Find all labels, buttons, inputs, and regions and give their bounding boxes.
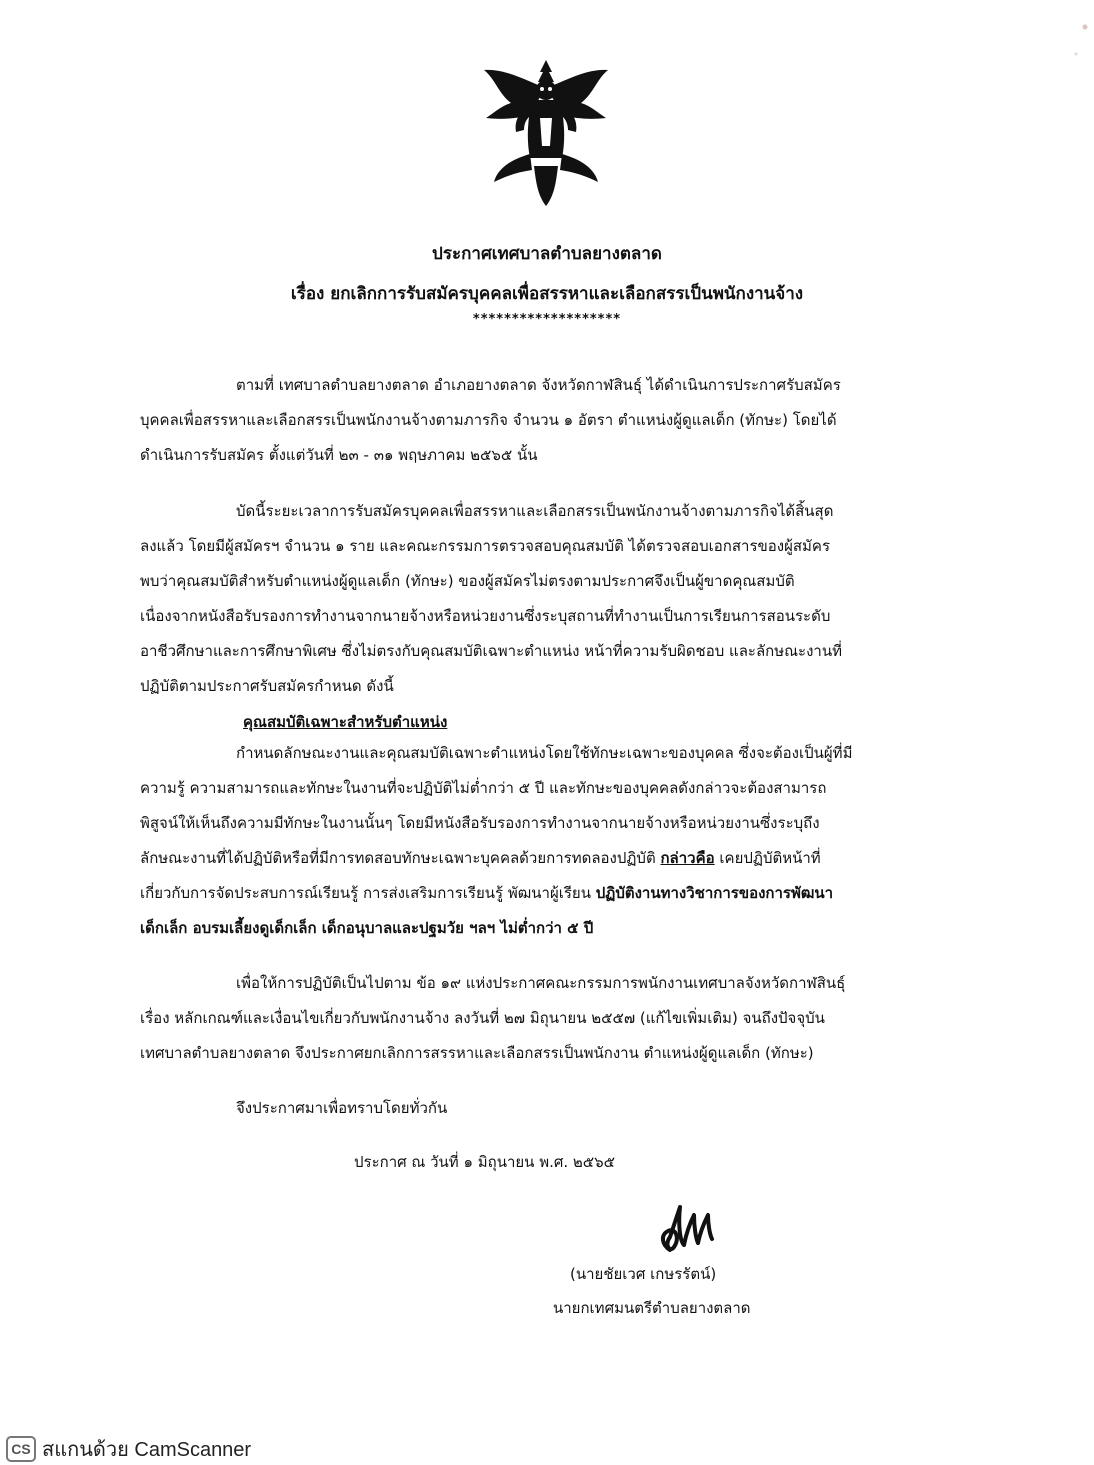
paragraph-line: ลงแล้ว โดยมีผู้สมัครฯ จำนวน ๑ ราย และคณะกรรมการตรวจสอบคุณสมบัติ ได้ตรวจสอบเอกสารของผู้สมัคร (140, 537, 831, 555)
paragraph-line: บุคคลเพื่อสรรหาและเลือกสรรเป็นพนักงานจ้างตามภารกิจ จำนวน ๑ อัตรา ตำแหน่งผู้ดูแลเด็ก (ทักษะ) โดยได้ (140, 411, 837, 429)
qualification-heading: คุณสมบัติเฉพาะสำหรับตำแหน่ง (243, 713, 448, 731)
paragraph-line: เด็กเล็ก อบรมเลี้ยงดูเด็กเล็ก เด็กอนุบาลและปฐมวัย ฯลฯ ไม่ต่ำกว่า ๕ ปี (140, 919, 594, 937)
paragraph-line (140, 882, 833, 904)
text-segment: ลักษณะงานที่ได้ปฏิบัติหรือที่มีการทดสอบทักษะเฉพาะบุคคลด้วยการทดลองปฏิบัติ (140, 849, 661, 867)
signer-name: (นายชัยเวศ เกษรรัตน์) (570, 1265, 717, 1283)
announcement-title: ประกาศเทศบาลตำบลยางตลาด (432, 244, 662, 264)
signer-title: นายกเทศมนตรีตำบลยางตลาด (553, 1299, 751, 1317)
paragraph-line: กำหนดลักษณะงานและคุณสมบัติเฉพาะตำแหน่งโดยใช้ทักษะเฉพาะของบุคคล ซึ่งจะต้องเป็นผู้ที่มี (236, 744, 853, 762)
paragraph-line: ความรู้ ความสามารถและทักษะในงานที่จะปฏิบัติไม่ต่ำกว่า ๕ ปี และทักษะของบุคคลดังกล่าวจะต้องสามารถ (140, 779, 827, 797)
announcement-subject: เรื่อง ยกเลิกการรับสมัครบุคคลเพื่อสรรหาและเลือกสรรเป็นพนักงานจ้าง (290, 284, 804, 304)
bold-segment: ปฏิบัติงานทางวิชาการของการพัฒนา (595, 884, 834, 902)
scanner-footer (6, 1433, 251, 1465)
emphasis-keyword: กล่าวคือ (660, 849, 715, 867)
paragraph-line: เพื่อให้การปฏิบัติเป็นไปตาม ข้อ ๑๙ แห่งประกาศคณะกรรมการพนักงานเทศบาลจังหวัดกาฬสินธุ์ (236, 974, 846, 992)
paragraph-line: ปฏิบัติตามประกาศรับสมัครกำหนด ดังนี้ (140, 677, 394, 695)
announce-date: ประกาศ ณ วันที่ ๑ มิถุนายน พ.ศ. ๒๕๖๕ (354, 1153, 616, 1171)
paragraph-line: เนื่องจากหนังสือรับรองการทำงานจากนายจ้างหรือหน่วยงานซึ่งระบุสถานที่ทำงานเป็นการเรียนการสอนระดับ (140, 607, 831, 625)
closing-line: จึงประกาศมาเพื่อทราบโดยทั่วกัน (236, 1099, 448, 1117)
paragraph-line: เทศบาลตำบลยางตลาด จึงประกาศยกเลิกการสรรหาและเลือกสรรเป็นพนักงาน ตำแหน่งผู้ดูแลเด็ก (ทักษะ) (140, 1044, 814, 1062)
text-segment: เคยปฏิบัติหน้าที่ (714, 849, 821, 867)
paragraph-line: อาชีวศึกษาและการศึกษาพิเศษ ซึ่งไม่ตรงกับคุณสมบัติเฉพาะตำแหน่ง หน้าที่ความรับผิดชอบ และลักษณะงานที่ (140, 642, 842, 660)
garuda-emblem-icon (476, 58, 616, 208)
scanner-footer-text: สแกนด้วย CamScanner (42, 1439, 252, 1461)
text-segment: เกี่ยวกับการจัดประสบการณ์เรียนรู้ การส่งเสริมการเรียนรู้ พัฒนาผู้เรียน (140, 884, 596, 902)
paragraph-line: บัดนี้ระยะเวลาการรับสมัครบุคคลเพื่อสรรหาและเลือกสรรเป็นพนักงานจ้างตามภารกิจได้สิ้นสุด (236, 502, 834, 520)
signature-icon (640, 1195, 720, 1265)
paragraph-line (140, 847, 821, 869)
scan-artifact (1064, 0, 1094, 90)
paragraph-line: พบว่าคุณสมบัติสำหรับตำแหน่งผู้ดูแลเด็ก (ทักษะ) ของผู้สมัครไม่ตรงตามประกาศจึงเป็นผู้ขาดคุณสมบัติ (140, 572, 795, 590)
paragraph-line: พิสูจน์ให้เห็นถึงความมีทักษะในงานนั้นๆ โดยมีหนังสือรับรองการทำงานจากนายจ้างหรือหน่วยงานซึ่งระบุถึง (140, 814, 820, 832)
paragraph-line: ดำเนินการรับสมัคร ตั้งแต่วันที่ ๒๓ - ๓๑ พฤษภาคม ๒๕๖๕ นั้น (140, 446, 538, 464)
camscanner-logo-icon: CS (6, 1436, 36, 1462)
paragraph-line: ตามที่ เทศบาลตำบลยางตลาด อำเภอยางตลาด จังหวัดกาฬสินธุ์ ได้ดำเนินการประกาศรับสมัคร (236, 376, 841, 394)
separator: ******************* (472, 312, 622, 327)
paragraph-line: เรื่อง หลักเกณฑ์และเงื่อนไขเกี่ยวกับพนักงานจ้าง ลงวันที่ ๒๗ มิถุนายน ๒๕๕๗ (แก้ไขเพิ่มเติม) จนถึงปัจจุบัน (140, 1009, 825, 1027)
